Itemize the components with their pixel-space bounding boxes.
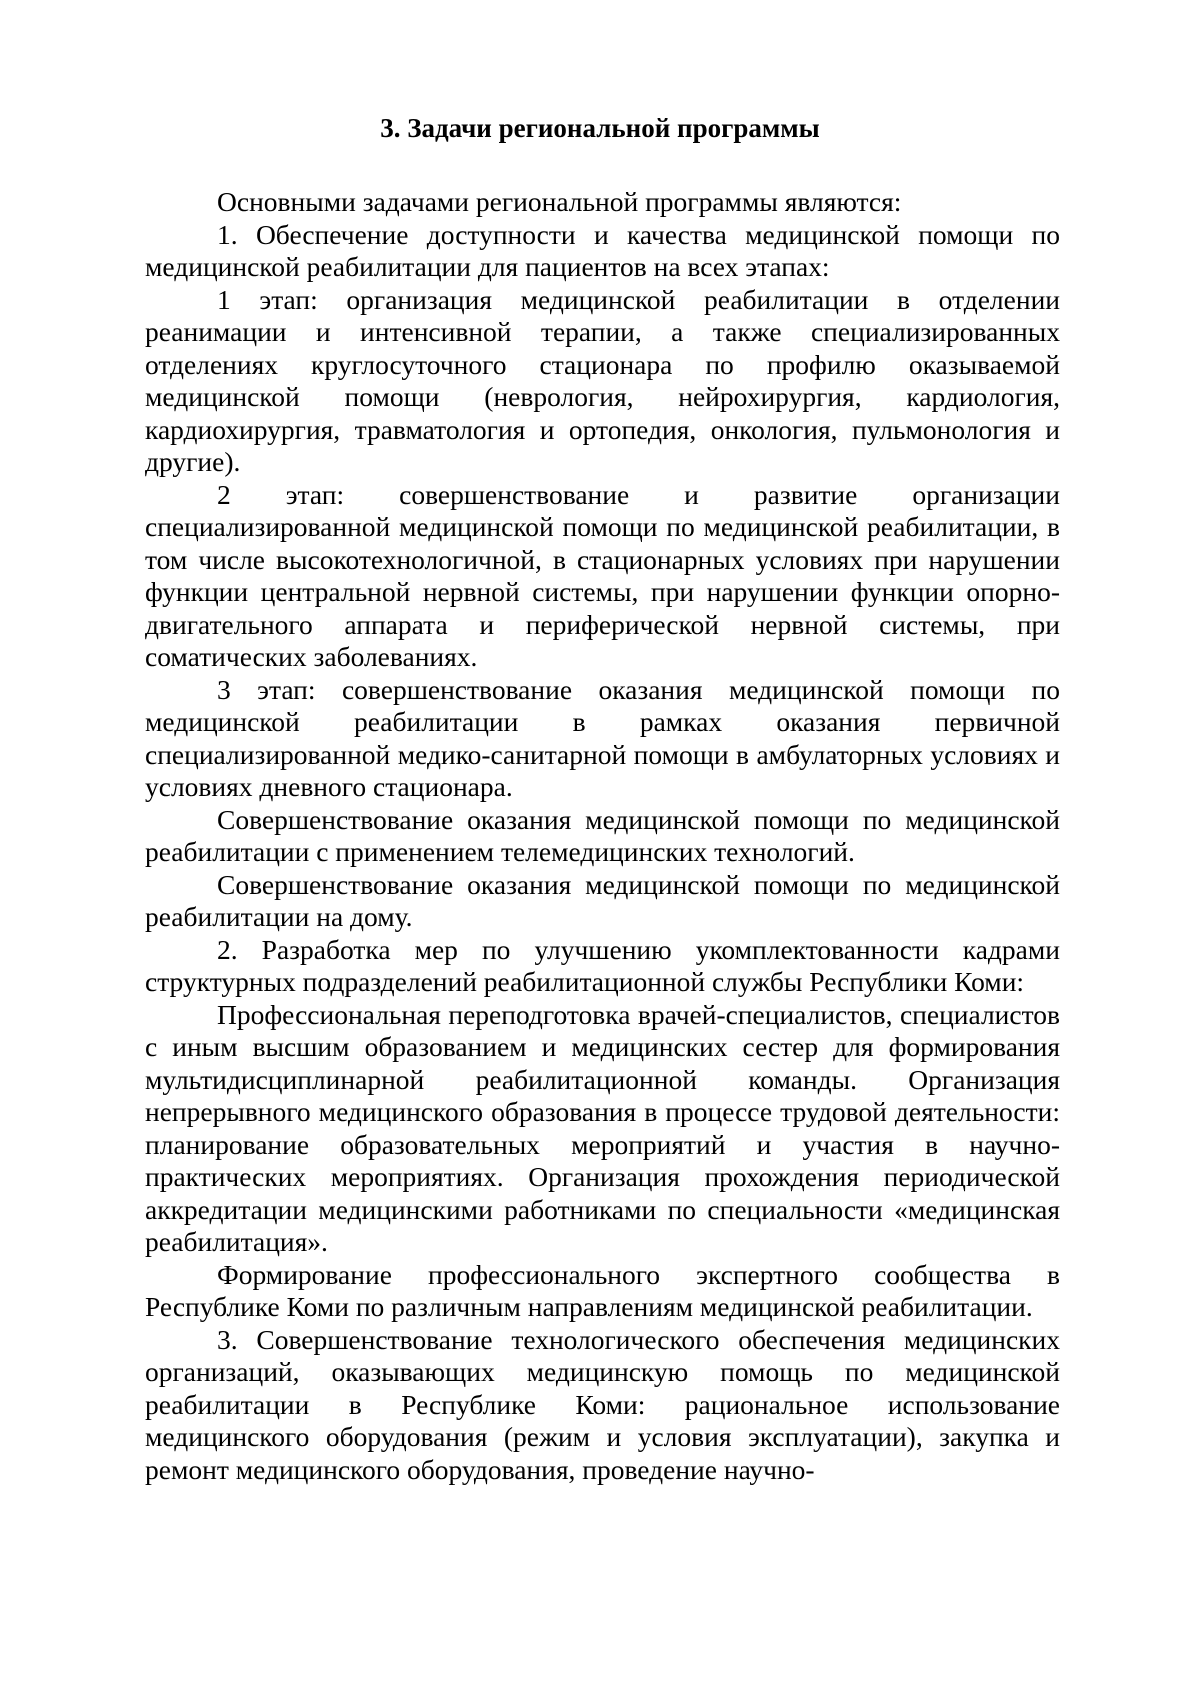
paragraph-stage-2: 2 этап: совершенствование и развитие организации специализированной медицинской помощи по медицинской реабилитации, в том числе высокотехнологичной, в стационарных условиях при нарушении функции центральной нервной системы, при нарушении функции опорно-двигательного аппарата и периферической нервной системы, при соматических заболеваниях.: [145, 478, 1060, 672]
paragraph-task-1: 1. Обеспечение доступности и качества медицинской помощи по медицинской реабилитации для пациентов на всех этапах:: [145, 218, 1060, 282]
paragraph-stage-3: 3 этап: совершенствование оказания медицинской помощи по медицинской реабилитации в рамках оказания первичной специализированной медико-санитарной помощи в амбулаторных условиях и условиях дневного стационара.: [145, 673, 1060, 802]
body-text: [145, 186, 1060, 1486]
paragraph-intro: Основными задачами региональной программы являются:: [217, 186, 902, 217]
paragraph-retraining: Профессиональная переподготовка врачей-специалистов, специалистов с иным высшим образованием и медицинских сестер для формирования мультидисциплинарной реабилитационной команды. Организация непрерывного медицинского образования в процессе трудовой деятельности: планирование образовательных мероприятий и участия в научно-практических мероприятиях. Организация прохождения периодической аккредитации медицинскими работниками по специальности «медицинская реабилитация».: [145, 998, 1060, 1257]
paragraph-home-rehab: Совершенствование оказания медицинской помощи по медицинской реабилитации на дому.: [145, 868, 1060, 932]
paragraph-stage-1: 1 этап: организация медицинской реабилитации в отделении реанимации и интенсивной терапии, а также специализированных отделениях круглосуточного стационара по профилю оказываемой медицинской помощи (неврология, нейрохирургия, кардиология, кардиохирургия, травматология и ортопедия, онкология, пульмонология и другие).: [145, 283, 1060, 477]
paragraph-telemedicine: Совершенствование оказания медицинской помощи по медицинской реабилитации с применением телемедицинских технологий.: [145, 803, 1060, 867]
paragraph-task-3: 3. Совершенствование технологического обеспечения медицинских организаций, оказывающих медицинскую помощь по медицинской реабилитации в Республике Коми: рациональное использование медицинского оборудования (режим и условия эксплуатации), закупка и ремонт медицинского оборудования, проведение научно-: [145, 1323, 1060, 1485]
paragraph-task-2: 2. Разработка мер по улучшению укомплектованности кадрами структурных подразделений реабилитационной службы Республики Коми:: [145, 933, 1060, 997]
paragraph-expert-community: Формирование профессионального экспертного сообщества в Республике Коми по различным направлениям медицинской реабилитации.: [145, 1258, 1060, 1322]
section-heading: 3. Задачи региональной программы: [380, 113, 820, 143]
